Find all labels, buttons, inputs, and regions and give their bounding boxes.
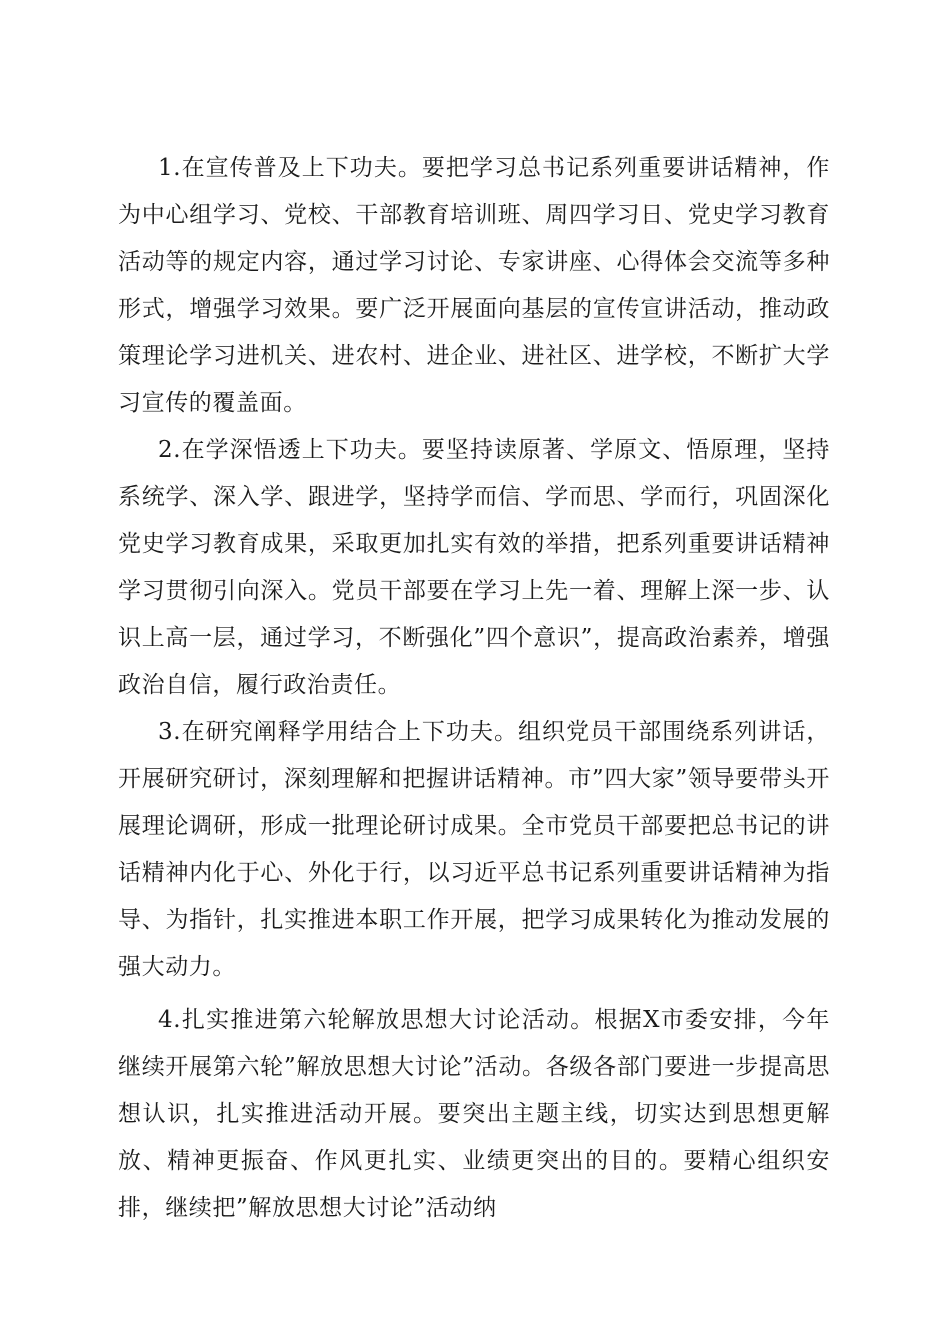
paragraph-4: 4.扎实推进第六轮解放思想大讨论活动。根据X市委安排，今年继续开展第六轮”解放思想大讨论”活动。各级各部门要进一步提高思想认识，扎实推进活动开展。要突出主题主线，切实达到思想更解放、精神更振奋、作风更扎实、业绩更突出的目的。要精心组织安排，继续把”解放思想大讨论”活动纳 (118, 1007, 830, 1221)
paragraph-3: 3.在研究阐释学用结合上下功夫。组织党员干部围绕系列讲话，开展研究研讨，深刻理解和把握讲话精神。市”四大家”领导要带头开展理论调研，形成一批理论研讨成果。全市党员干部要把总书记的讲话精神内化于心、外化于行，以习近平总书记系列重要讲话精神为指导、为指针，扎实推进本职工作开展，把学习成果转化为推动发展的强大动力。 (118, 719, 830, 980)
paragraph-2: 2.在学深悟透上下功夫。要坚持读原著、学原文、悟原理，坚持系统学、深入学、跟进学，坚持学而信、学而思、学而行，巩固深化党史学习教育成果，采取更加扎实有效的举措，把系列重要讲话精神学习贯彻引向深入。党员干部要在学习上先一着、理解上深一步、认识上高一层，通过学习，不断强化”四个意识”，提高政治素养，增强政治自信，履行政治责任。 (118, 437, 830, 698)
document-body (118, 145, 830, 1232)
paragraph-1: 1.在宣传普及上下功夫。要把学习总书记系列重要讲话精神，作为中心组学习、党校、干部教育培训班、周四学习日、党史学习教育活动等的规定内容，通过学习讨论、专家讲座、心得体会交流等多种形式，增强学习效果。要广泛开展面向基层的宣传宣讲活动，推动政策理论学习进机关、进农村、进企业、进社区、进学校，不断扩大学习宣传的覆盖面。 (118, 155, 830, 416)
